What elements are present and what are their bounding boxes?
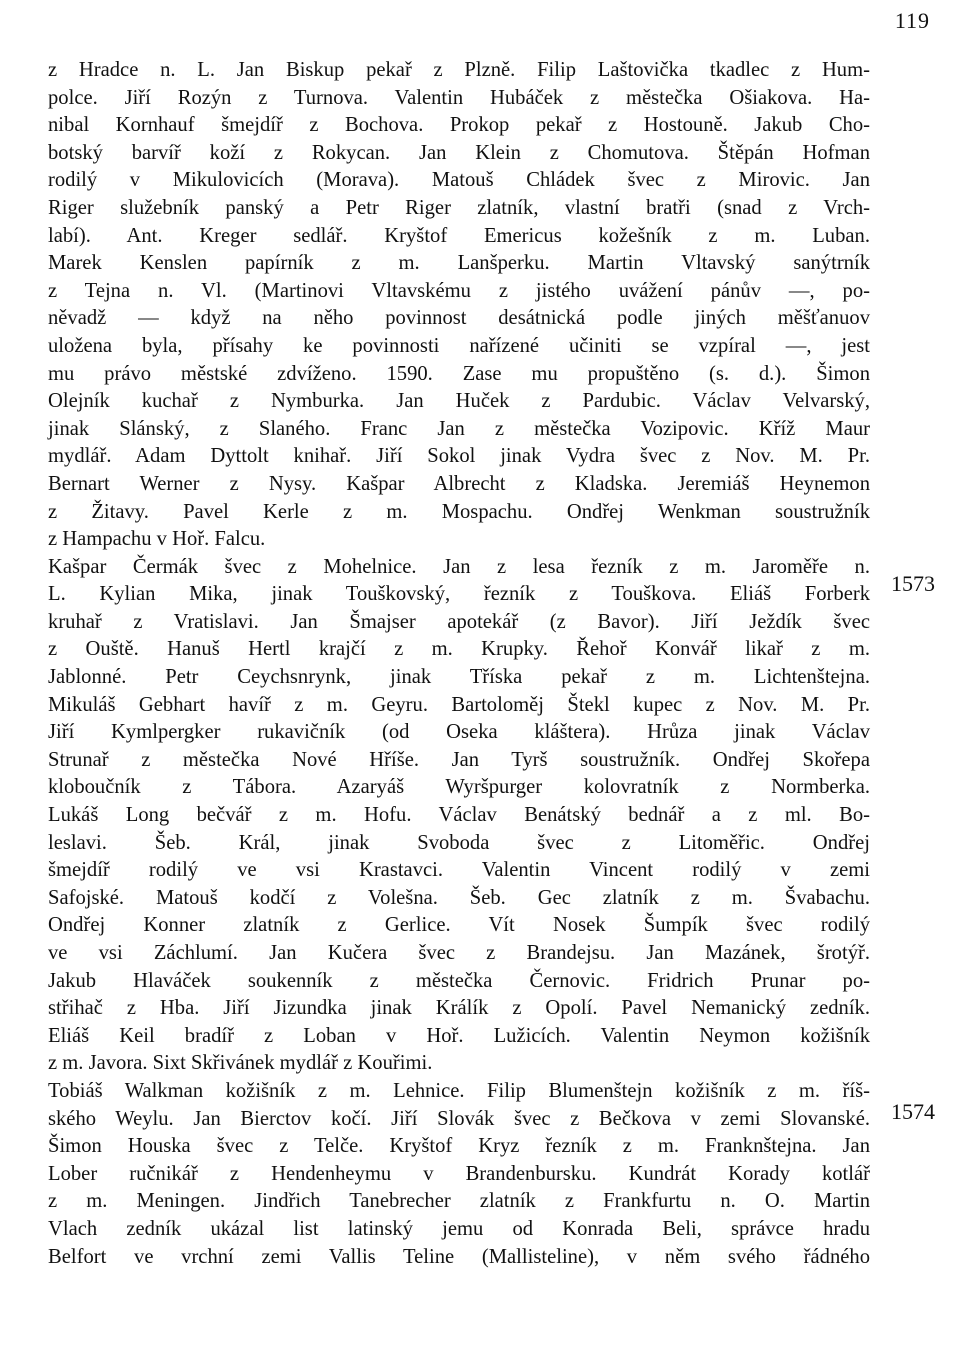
text-line: Jablonné. Petr Ceychsnrynk, jinak Tříska pekař z m. Lichtenštejna. [48, 666, 870, 689]
text-line: z Žitavy. Pavel Kerle z m. Mospachu. Ondřej Wenkman soustružník [48, 500, 870, 523]
text-line: Safojské. Matouš kodčí z Volešna. Šeb. Gec zlatník z m. Švabachu. [48, 886, 870, 909]
text-line: Eliáš Keil bradíř z Loban v Hoř. Lužicích. Valentin Neymon kožišník [48, 1024, 870, 1047]
text-line: mu právo městské zdvíženo. 1590. Zase mu propuštěno (s. d.). Šimon [48, 362, 870, 385]
text-line: jinak Slánský, z Slaného. Franc Jan z městečka Vozipovic. Kříž Maur [48, 417, 870, 440]
text-line: kloboučník z Tábora. Azaryáš Wyršpurger kolovratník z Normberka. [48, 776, 870, 799]
text-line: botský barvíř koží z Rokycan. Jan Klein z Chomutova. Štěpán Hofman [48, 141, 870, 164]
text-line: polce. Jiří Rozýn z Turnova. Valentin Hubáček z městečka Ošiakova. Ha- [48, 86, 870, 109]
text-line: z Ouště. Hanuš Hertl krajčí z m. Krupky. Řehoř Konvář likař z m. [48, 638, 870, 661]
text-line: uložena byla, přísahy ke povinnosti nařízené učiniti se vzpíral —, jest [48, 334, 870, 357]
text-line: labí). Ant. Kreger sedlář. Kryštof Emericus kožešník z m. Luban. [48, 224, 870, 247]
text-line: z Hampachu v Hoř. Falcu. [48, 528, 266, 551]
text-line: šmejdíř rodilý ve vsi Krastavci. Valentin Vincent rodilý v zemi [48, 859, 870, 882]
paragraph [48, 1078, 870, 1271]
text-line: ského Weylu. Jan Bierctov kočí. Jiří Slovák švec z Bečkova v zemi Slovanské. [48, 1107, 870, 1130]
text-line: Kašpar Čermák švec z Mohelnice. Jan z lesa řezník z m. Jaroměře n. [48, 555, 870, 578]
text-line: nibal Kornhauf šmejdíř z Bochova. Prokop pekař z Hostouně. Jakub Cho- [48, 114, 870, 137]
paragraph [48, 57, 870, 554]
text-line: z Tejna n. Vl. (Martinovi Vltavskému z jistého uvážení pánův —, po- [48, 279, 870, 302]
text-line: L. Kylian Mika, jinak Touškovský, řezník z Touškova. Eliáš Forberk [48, 583, 870, 606]
text-line: leslavi. Šeb. Král, jinak Svoboda švec z Litoměřic. Ondřej [48, 831, 870, 854]
margin-year: 1573 [891, 571, 935, 596]
text-line: kruhař z Vratislavi. Jan Šmajser apotekář (z Bavor). Jiří Ježdík švec [48, 610, 870, 633]
text-line: Ondřej Konner zlatník z Gerlice. Vít Nosek Šumpík švec rodilý [48, 914, 870, 937]
text-line: střihač z Hba. Jiří Jizundka jinak Králík z Opolí. Pavel Nemanický zedník. [48, 997, 870, 1020]
text-line: Lober ručnikář z Hendenheymu v Brandenbursku. Kundrát Korady kotlář [48, 1162, 870, 1185]
text-line: Olejník kuchař z Nymburka. Jan Huček z Pardubic. Václav Velvarský, [48, 390, 870, 413]
text-line: rodilý v Mikulovicích (Morava). Matouš Chládek švec z Mirovic. Jan [48, 169, 870, 192]
page-number: 119 [894, 8, 930, 33]
text-line: z m. Meningen. Jindřich Tanebrecher zlatník z Frankfurtu n. O. Martin [48, 1190, 870, 1213]
text-line: z Hradce n. L. Jan Biskup pekař z Plzně. Filip Laštovička tkadlec z Hum- [48, 59, 870, 81]
text-line: Tobiáš Walkman kožišník z m. Lehnice. Filip Blumenštejn kožišník z m. říš- [48, 1079, 870, 1102]
text-line: Šimon Houska švec z Telče. Kryštof Kryz řezník z m. Franknštejna. Jan [48, 1135, 870, 1158]
text-line: něvadž — když na něho povinnost desátnická podle jiných měšťanuov [48, 307, 870, 330]
text-line: Mikuláš Gebhart havíř z m. Geyru. Bartoloměj Štekl kupec z Nov. M. Pr. [48, 693, 870, 716]
text-line: Belfort ve vrchní zemi Vallis Teline (Mallisteline), v něm svého řádného [48, 1245, 870, 1268]
text-line: Strunař z městečka Nové Hříše. Jan Tyrš soustružník. Ondřej Skořepa [48, 748, 870, 771]
text-line: Lukáš Long bečvář z m. Hofu. Václav Benátský bednář a z ml. Bo- [48, 804, 870, 827]
text-line: Jiří Kymlpergker rukavičník (od Oseka kláštera). Hrůza jinak Václav [48, 721, 870, 744]
text-line: Riger služebník panský a Petr Riger zlatník, vlastní bratři (snad z Vrch- [48, 196, 870, 219]
margin-year: 1574 [891, 1099, 935, 1124]
text-line: z m. Javora. Sixt Skřivánek mydlář z Kouřimi. [48, 1052, 433, 1075]
text-line: Marek Kenslen papírník z m. Lanšperku. Martin Vltavský sanýtrník [48, 252, 870, 275]
text-line: Bernart Werner z Nysy. Kašpar Albrecht z Kladska. Jeremiáš Heynemon [48, 472, 870, 495]
text-line: ve vsi Záchlumí. Jan Kučera švec z Brandejsu. Jan Mazánek, šrotýř. [48, 942, 870, 964]
text-line: Vlach zedník ukázal list latinský jemu od Konrada Beli, správce hradu [48, 1217, 870, 1240]
paragraph [48, 554, 870, 1078]
text-block [48, 57, 870, 1271]
text-line: Jakub Hlaváček soukenník z městečka Černovic. Fridrich Prunar po- [48, 969, 870, 992]
text-line: mydlář. Adam Dyttolt knihař. Jiří Sokol jinak Vydra švec z Nov. M. Pr. [48, 445, 870, 468]
